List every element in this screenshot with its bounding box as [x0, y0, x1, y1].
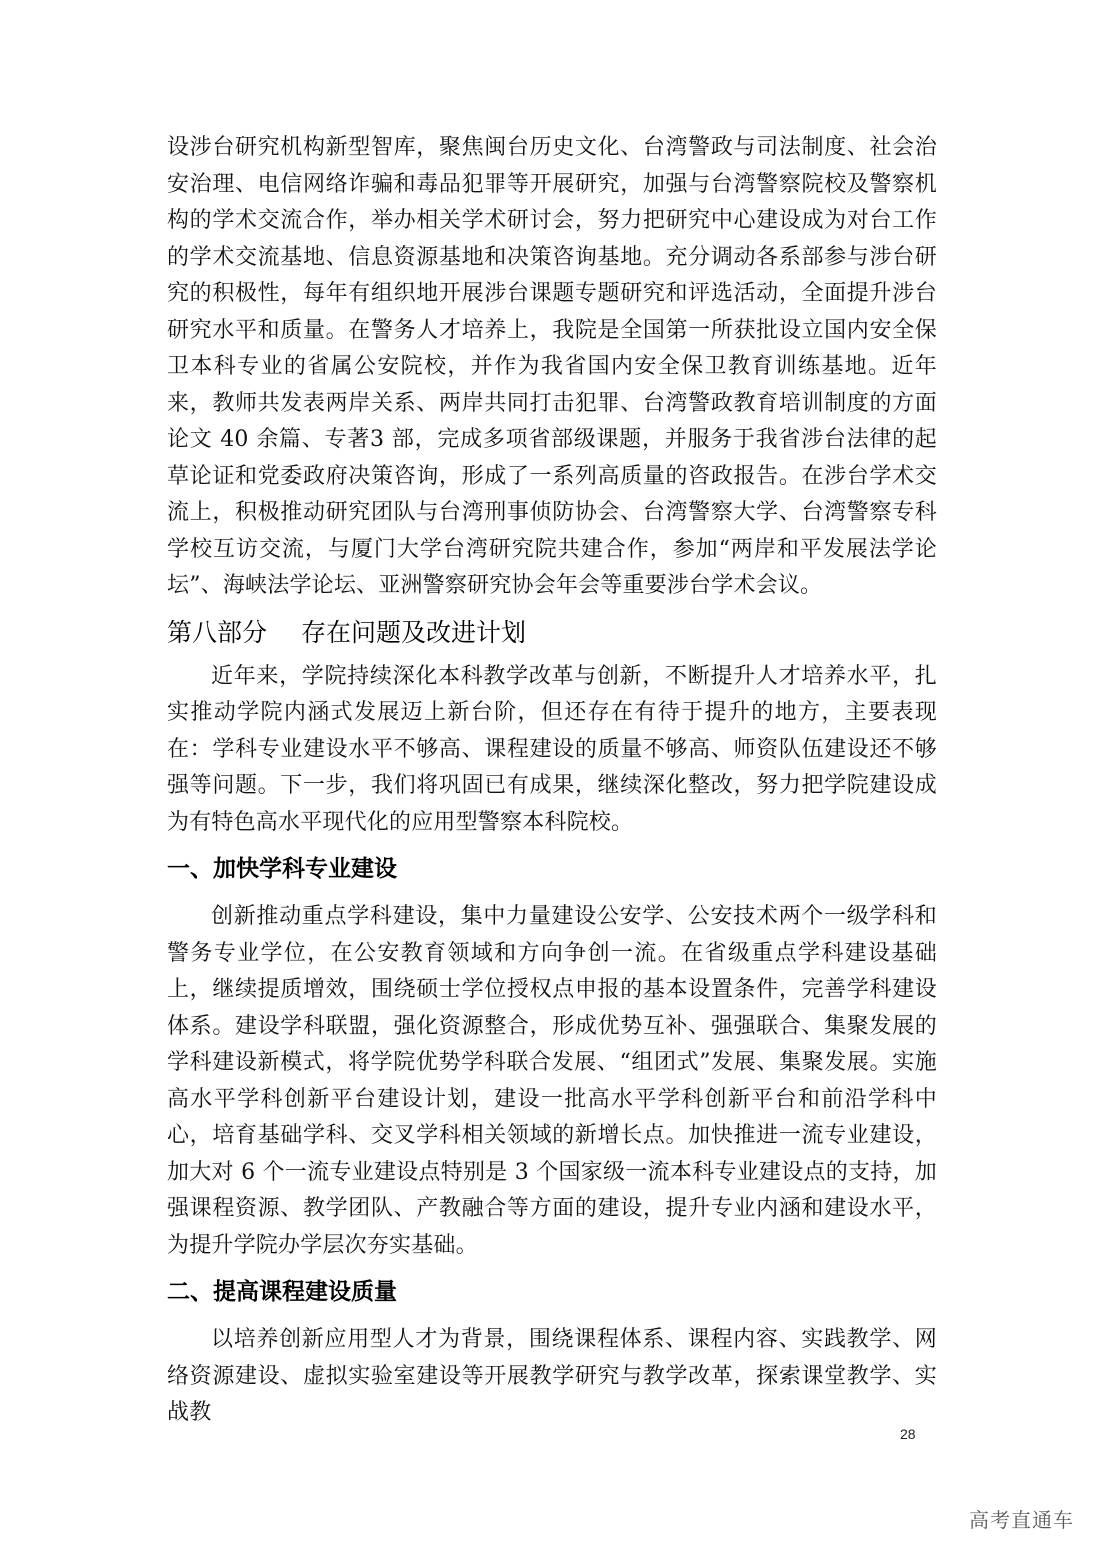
subheading-1: 一、加快学科专业建设	[167, 856, 397, 882]
subheading-2: 二、提高课程建设质量	[167, 1279, 397, 1305]
watermark-text: 高考直通车	[969, 1508, 1074, 1532]
page-number: 28	[900, 1426, 916, 1442]
paragraph-intro: 设涉台研究机构新型智库，聚焦闽台历史文化、台湾警政与司法制度、社会治安治理、电信网络诈骗和毒品犯罪等开展研究，加强与台湾警察院校及警察机构的学术交流合作，举办相关学术研讨会，努力把研究中心建设成为对台工作的学术交流基地、信息资源基地和决策咨询基地。充分调动各系部参与涉台研究的积极性，每年有组织地开展涉台课题专题研究和评选活动，全面提升涉台研究水平和质量。在警务人才培养上，我院是全国第一所获批设立国内安全保卫本科专业的省属公安院校，并作为我省国内安全保卫教育训练基地。近年来，教师共发表两岸关系、两岸共同打击犯罪、台湾警政教育培训制度的方面论文 40 余篇、专著3 部，完成多项省部级课题，并服务于我省涉台法律的起草论证和党委政府决策咨询，形成了一系列高质量的咨政报告。在涉台学术交流上，积极推动研究团队与台湾刑事侦防协会、台湾警察大学、台湾警察专科学校互访交流，与厦门大学台湾研究院共建合作，参加“两岸和平发展法学论坛”、海峡法学论坛、亚洲警察研究协会年会等重要涉台学术会议。	[167, 135, 937, 598]
section-heading-text: 存在问题及改进计划	[301, 617, 527, 647]
section-heading	[167, 611, 937, 655]
paragraph-section-intro: 近年来，学院持续深化本科教学改革与创新，不断提升人才培养水平，扎实推动学院内涵式发展迈上新台阶，但还存在有待于提升的地方，主要表现在：学科专业建设水平不够高、课程建设的质量不够高、师资队伍建设还不够强等问题。下一步，我们将巩固已有成果，继续深化整改，努力把学院建设成为有特色高水平现代化的应用型警察本科院校。	[167, 663, 937, 835]
paragraph-subsection-2: 以培养创新应用型人才为背景，围绕课程体系、课程内容、实践教学、网络资源建设、虚拟实验室建设等开展教学研究与教学改革，探索课堂教学、实战教	[167, 1327, 937, 1425]
paragraph-subsection-1: 创新推动重点学科建设，集中力量建设公安学、公安技术两个一级学科和警务专业学位，在公安教育领域和方向争创一流。在省级重点学科建设基础上，继续提质增效，围绕硕士学位授权点申报的基本设置条件，完善学科建设体系。建设学科联盟，强化资源整合，形成优势互补、强强联合、集聚发展的学科建设新模式，将学院优势学科联合发展、“组团式”发展、集聚发展。实施高水平学科创新平台建设计划，建设一批高水平学科创新平台和前沿学科中心，培育基础学科、交叉学科相关领域的新增长点。加快推进一流专业建设，加大对 6 个一流专业建设点特别是 3 个国家级一流本科专业建设点的支持，加强课程资源、教学团队、产教融合等方面的建设，提升专业内涵和建设水平，为提升学院办学层次夯实基础。	[167, 904, 937, 1258]
document-page	[167, 130, 937, 1432]
section-heading-part: 第八部分	[167, 617, 268, 647]
